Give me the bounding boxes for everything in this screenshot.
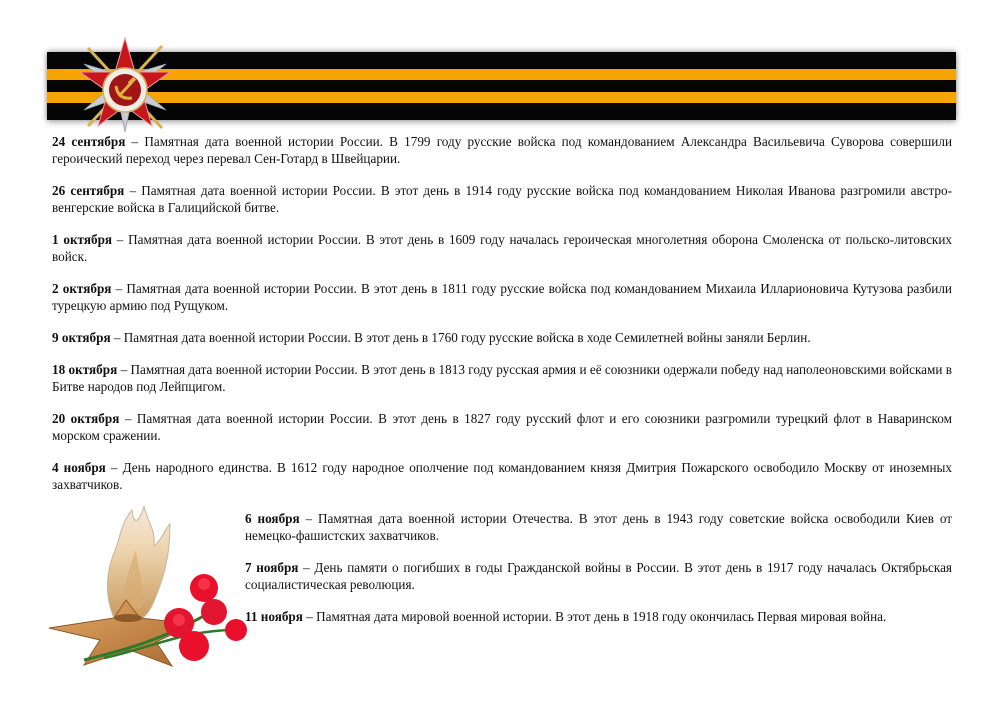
entry-text: – День памяти о погибших в годы Гражданской войны в России. В этот день в 1917 году началась Октябрьская социалистическая революция. [245, 560, 952, 592]
entry-text: – Памятная дата мировой военной истории. В этот день в 1918 году окончилась Первая мировая война. [302, 609, 887, 624]
date-entry [52, 280, 952, 314]
entry-text: – Памятная дата военной истории Отечества. В этот день в 1943 году советские войска освободили Киев от немецко-фашистских захватчиков. [245, 511, 953, 543]
entry-date: 6 ноября [245, 511, 300, 526]
entry-date: 26 сентября [52, 183, 125, 198]
date-entry [52, 459, 952, 493]
date-entry [245, 608, 952, 625]
entry-date: 24 сентября [52, 134, 126, 149]
entry-date: 1 октября [52, 232, 113, 247]
entry-text: – Памятная дата военной истории России. В этот день в 1760 году русские войска в ходе Семилетней войны заняли Берлин. [110, 330, 811, 345]
entry-text: – День народного единства. В 1612 году народное ополчение под командованием князя Дмитрия Пожарского освободило Москву от иноземных захватчиков. [52, 460, 952, 492]
entry-text: – Памятная дата военной истории России. В этот день в 1609 году началась героическая многолетняя оборона Смоленска от польско-литовских войск. [52, 232, 952, 264]
eternal-flame-with-carnations-icon [44, 500, 249, 670]
order-patriotic-war-medal-icon [66, 34, 184, 138]
entry-date: 4 ноября [52, 460, 106, 475]
entry-date: 18 октября [52, 362, 118, 377]
entry-date: 7 ноября [245, 560, 299, 575]
entry-text: – Памятная дата военной истории России. В этот день в 1827 году русский флот и его союзники разгромили турецкий флот в Наваринском морском сражении. [52, 411, 952, 443]
date-entry [52, 361, 952, 395]
entry-date: 11 ноября [245, 609, 303, 624]
date-entry [52, 182, 952, 216]
date-entry [245, 559, 952, 593]
entry-text: – Памятная дата военной истории России. В этот день в 1813 году русская армия и её союзники одержали победу над наполеоновскими войсками в Битве народов под Лейпцигом. [52, 362, 952, 394]
memorial-dates-list [52, 133, 952, 508]
entry-text: – Памятная дата военной истории России. В этот день в 1914 году русские войска под командованием Николая Иванова разгромили австро-венгерские войска в Галицийской битве. [52, 183, 952, 215]
entry-date: 20 октября [52, 411, 120, 426]
date-entry [52, 410, 952, 444]
date-entry [52, 231, 952, 265]
date-entry [245, 510, 952, 544]
entry-text: – Памятная дата военной истории России. В 1799 году русские войска под командованием Александра Васильевича Суворова совершили героический переход через перевал Сен-Готард в Швейцарии. [52, 134, 952, 166]
lower-memorial-dates-list [245, 510, 952, 640]
entry-date: 2 октября [52, 281, 112, 296]
date-entry [52, 133, 952, 167]
date-entry [52, 329, 952, 346]
entry-text: – Памятная дата военной истории России. В этот день в 1811 году русские войска под командованием Михаила Илларионовича Кутузова разбили турецкую армию под Рущуком. [52, 281, 952, 313]
entry-date: 9 октября [52, 330, 111, 345]
